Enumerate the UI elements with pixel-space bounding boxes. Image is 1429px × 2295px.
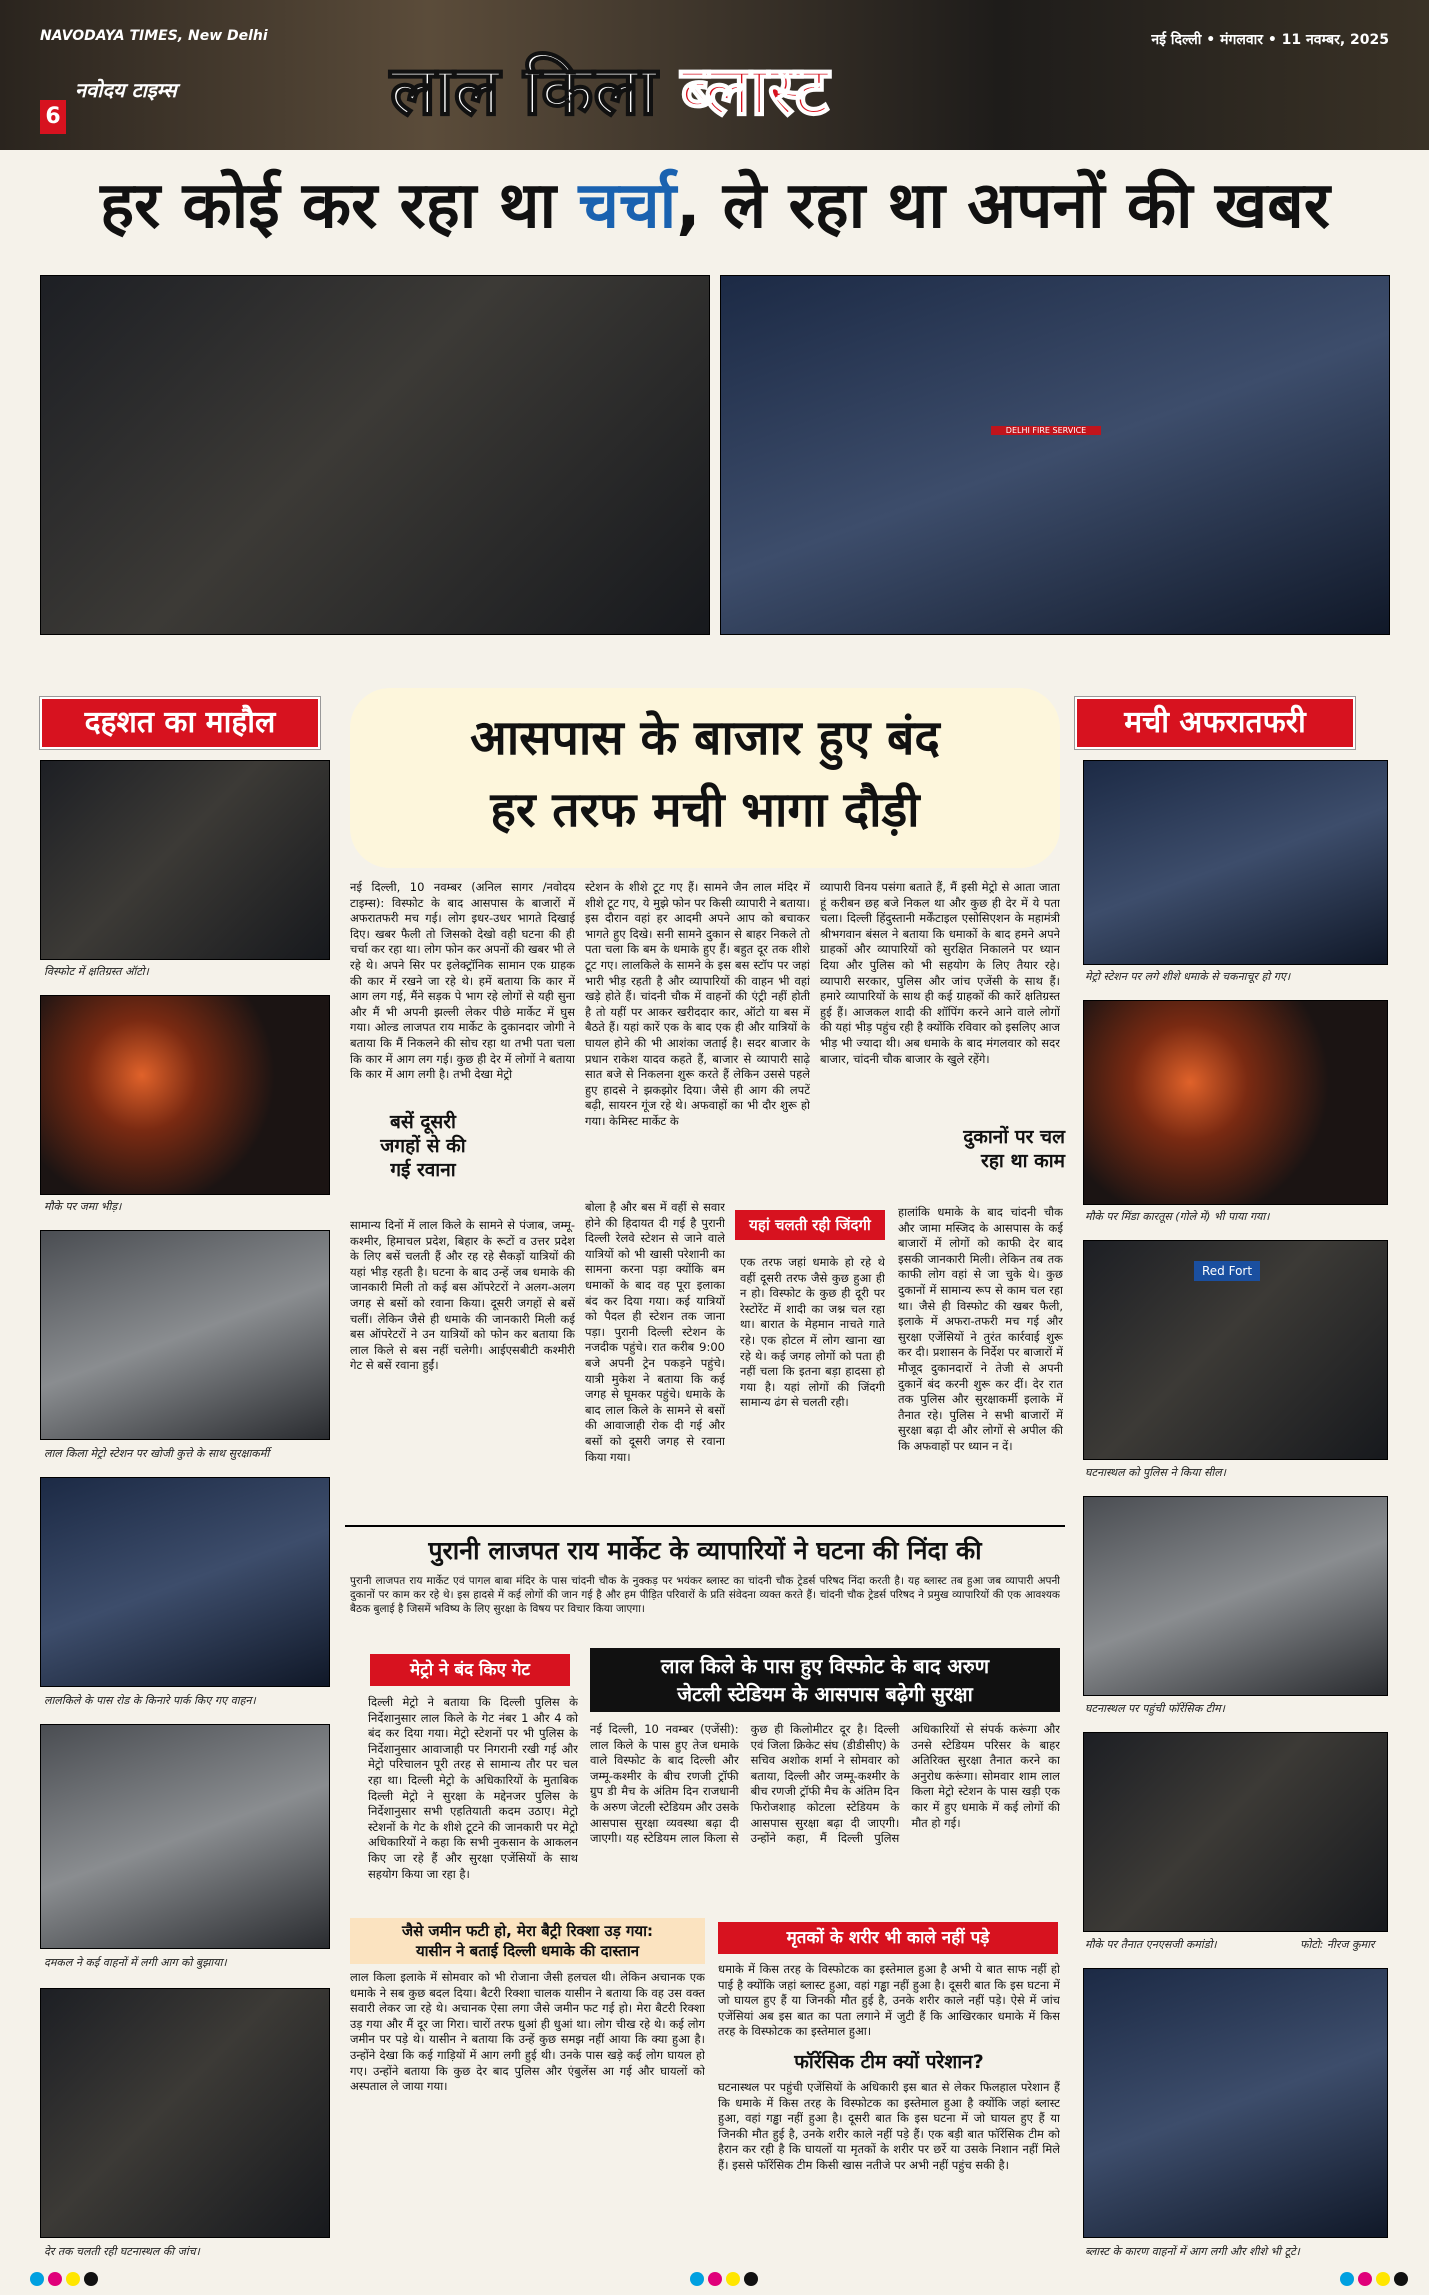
registration-dot (48, 2272, 62, 2286)
caption-right1: मेट्रो स्टेशन पर लगे शीशे धमाके से चकनाचूर हो गए। (1085, 970, 1291, 983)
caption-right3: घटनास्थल को पुलिस ने किया सील। (1085, 1466, 1226, 1479)
registration-dot (1394, 2272, 1408, 2286)
stadium-title-line2: जेटली स्टेडियम के आसपास बढ़ेगी सुरक्षा (677, 1682, 973, 1706)
registration-dot (726, 2272, 740, 2286)
caption-right5-credit: फोटो: नीरज कुमार (1300, 1938, 1375, 1951)
center-col2: स्टेशन के शीशे टूट गए हैं। सामने जैन लाल मंदिर में शीशे टूट गए, ये मुझे फोन पर किसी व्यापारी ने बताया। इस दौरान वहां हर आदमी अपने आप को बचाकर भागते हुए दिखे। सनी सामने दुकान से बाहर निकले तो पता चला कि बम के धमाके हुए हैं। बहुत दूर तक शीशे टूट गए। लालकिले के सामने के इस बस स्टॉप पर जहां भारी भीड़ रहती है और व्यापारियों की वाहन भी वहां खड़े होते हैं। चांदनी चौक में वाहनों की एंट्री नहीं होती है तो यहीं पर आकर खरीददार कार, ऑटो या बस में बैठते हैं। यहां कारें एक के बाद एक ही और यात्रियों के घायल होने की भी आशंका जताई है। सदर बाजार के प्रधान राकेश यादव कहते हैं, बाजार से व्यापारी साढ़े सात बजे से निकलना शुरू करते हैं लेकिन उससे पहले हुए हादसे ने झकझोर दिया। जैसे ही आग की लपटें बढ़ी, सायरन गूंज रहे थे। अफवाहों का भी दौर शुरू हो गया। केमिस्ट मार्केट के (585, 880, 810, 1128)
series-title (390, 52, 829, 132)
photo-fire-truck (720, 275, 1390, 635)
registration-dot (1376, 2272, 1390, 2286)
series-title-part2: ब्लास्ट (680, 52, 829, 131)
caption-right5: मौके पर तैनात एनएसजी कमांडो। (1085, 1938, 1217, 1951)
photo-metro-glass (1083, 760, 1388, 965)
headline-part2: , ले रहा था अपनों की खबर (676, 169, 1330, 243)
sub-left-title: बसें दूसरी जगहों से की गई रवाना (380, 1111, 466, 1181)
caption-right4: घटनास्थल पर पहुंची फॉरेंसिक टीम। (1085, 1702, 1225, 1715)
stadium-title (590, 1648, 1060, 1712)
registration-dot (30, 2272, 44, 2286)
caption-left1: विस्फोट में क्षतिग्रस्त ऑटो। (44, 965, 149, 978)
page-number: 6 (40, 100, 66, 134)
photo-cartridge (1083, 1000, 1388, 1205)
sub-right-text: हालांकि धमाके के बाद चांदनी चौक और जामा मस्जिद के आसपास के कई बाजारों में लोगों को काफी देर बाद इसकी जानकारी मिली। लेकिन तब तक काफी लोग वहां से जा चुके थे। कुछ दुकानों में सामान्य रूप से काम चल रहा था। जैसे ही विस्फोट की खबर फैली, इलाके में अफरा-तफरी मच गई और सुरक्षा एजेंसियों ने तुरंत कार्रवाई शुरू कर दी। प्रशासन के निर्देश पर बाजारों में मौजूद दुकानदारों ने तेजी से अपनी दुकानें बंद करनी शुरू कर दीं। देर रात तक पुलिस और सुरक्षाकर्मी इलाके में तैनात रहे। पुलिस ने सभी बाजारों में सुरक्षा बढ़ा दी और लोगों से अपील की कि अफवाहों पर ध्यान न दें। (898, 1205, 1063, 1453)
paper-name: NAVODAYA TIMES, New Delhi (40, 28, 268, 44)
photo-investigation (40, 1988, 330, 2238)
traders-text: पुरानी लाजपत राय मार्केट एवं पागल बाबा मंदिर के पास चांदनी चौक के नुक्कड़ पर भयंकर ब्लास्ट का चांदनी चौक ट्रेडर्स परिषद निंदा करती है। यह ब्लास्ट तब हुआ जब व्यापारी अपनी दुकानों पर काम कर रहे थे। इस हादसे में कई लोगों की जान गई है और हम पीड़ित परिवारों के प्रति संवेदना व्यक्त करते हैं। चांदनी चौक ट्रेडर्स परिषद ने प्रमुख व्यापारियों की एक आवश्यक बैठक बुलाई है जिसमें भविष्य के लिए सुरक्षा के विषय पर विचार किया जाएगा। (350, 1575, 1060, 1615)
label-left: दहशत का माहौल (40, 697, 320, 749)
red-fort-sign: Red Fort (1194, 1261, 1260, 1281)
forensic-text: घटनास्थल पर पहुंची एजेंसियों के अधिकारी इस बात से लेकर फिलहाल परेशान हैं कि धमाके में किस तरह के विस्फोटक का इस्तेमाल हुआ है क्योंकि जहां ब्लास्ट हुआ, वहां गड्ढा नहीं हुआ है। दूसरी बात कि इस घटना में जो घायल हुए हैं या जिनकी मौत हुई है, उनके शरीर काले नहीं पड़े हैं। एक बड़ी बात फॉरेंसिक टीम को हैरान कर रही है कि घायलों या मृतकों के शरीर पर छर्रे या उसके निशान नहीं मिले हैं। इससे फॉरेंसिक टीम किसी खास नतीजे पर अभी नहीं पहुंच सकी है। (718, 2080, 1060, 2172)
registration-dot (744, 2272, 758, 2286)
registration-dot (690, 2272, 704, 2286)
series-title-part1: लाल किला (390, 52, 658, 131)
caption-right2: मौके पर मिंडा कारतूस (गोले में) भी पाया गया। (1085, 1210, 1270, 1223)
center-headline-line2: हर तरफ मची भागा दौड़ी (490, 782, 920, 838)
logo-text: नवोदय टाइम्स (75, 78, 177, 102)
photo-damaged-auto (40, 760, 330, 960)
registration-dot (1340, 2272, 1354, 2286)
photo-burnt-cars (40, 1724, 330, 1949)
photo-nsg-commando (1083, 1732, 1388, 1932)
headline-part1: हर कोई कर रहा था (100, 169, 579, 243)
main-headline (40, 160, 1390, 252)
photo-crowd-fire (40, 995, 330, 1195)
caption-left6: देर तक चलती रही घटनास्थल की जांच। (44, 2245, 200, 2258)
center-col1: नई दिल्ली, 10 नवम्बर (अनिल सागर /नवोदय टाइम्स): विस्फोट के बाद आसपास के बाजारों में अफरातफरी मच गई। लोग इधर-उधर भागते दिखाई दिए। खबर फैली तो जिसको देखो वही घटना की ही चर्चा कर रहा था। लोग फोन कर अपनों की खबर भी ले रहे थे। अपने सिर पर इलेक्ट्रॉनिक सामान एक ग्राहक की कार में रखने जा रहे थे। हमें बताया कि कार में आग लग गई, मैंने सड़क पे भाग रहे लोगों से यही सुना और मैं भी अपनी झल्ली लेकर पीछे मार्केट में घुस गया। ओल्ड लाजपत राय मार्केट के दुकानदार जोगी ने बताया कि मैं निकलने की सोच रहा था तभी पता चला कि कार में आग लग गई। कुछ ही देर में लोगों ने बताया कि कार में आग लगी है। तभी देखा मेट्रो (350, 880, 575, 1082)
registration-dot (66, 2272, 80, 2286)
forensic-title: फॉरेंसिक टीम क्यों परेशान? (794, 2051, 984, 2073)
sub-left-text: सामान्य दिनों में लाल किले के सामने से पंजाब, जम्मू-कश्मीर, हिमाचल प्रदेश, बिहार के रूटों व उत्तर प्रदेश के लिए बसें चलती हैं और रह रहे सैकड़ों यात्रियों की यहां भीड़ रहती है। घटना के बाद उन्हें जब धमाके की जानकारी मिली तो कई बस ऑपरेटरों ने अलग-अलग जगह से बसों को रवाना किया। दूसरी जगहों से बसें चलीं। लेकिन जैसे ही धमाके की जानकारी मिली कई बस ऑपरेटरों ने उन यात्रियों को फोन कर बताया कि लाल किले से बस नहीं चलेगी। आईएसबीटी कश्मीरी गेट से बसें रवाना हुईं। (350, 1218, 575, 1373)
rickshaw-text: लाल किला इलाके में सोमवार को भी रोजाना जैसी हलचल थी। लेकिन अचानक एक धमाके ने सब कुछ बदल दिया। बैटरी रिक्शा चालक यासीन ने बताया कि वह उस वक्त सवारी लेकर जा रहे थे। अचानक ऐसा लगा जैसे जमीन फट गई हो। मेरा बैटरी रिक्शा उड़ गया और मैं दूर जा गिरा। चारों तरफ धुआं ही धुआं था। लोग चीख रहे थे। कई लोग जमीन पर पड़े थे। यासीन ने बताया कि उन्हें कुछ समझ नहीं आया कि क्या हुआ है। उन्होंने देखा कि कई गाड़ियों में आग लगी हुई थी। उनके पास खड़े कई लोग घायल हो गए। उन्होंने बताया कि कुछ देर बाद पुलिस और एंबुलेंस आ गई और घायलों को अस्पताल ले जाया गया। (350, 1970, 705, 2094)
photo-sealed-area (1083, 1240, 1388, 1460)
stadium-text: नई दिल्ली, 10 नवम्बर (एजेंसी): लाल किले के पास हुए तेज धमाके वाले विस्फोट के बाद दिल्ली और जम्मू-कश्मीर के बीच रणजी ट्रॉफी ग्रुप डी मैच के अंतिम दिन राजधानी के अरुण जेटली स्टेडियम और उसके आसपास सुरक्षा व्यवस्था बढ़ा दी जाएगी। यह स्टेडियम लाल किला से कुछ ही किलोमीटर दूर है। दिल्ली एवं जिला क्रिकेट संघ (डीडीसीए) के सचिव अशोक शर्मा ने सोमवार को बताया, दिल्ली और जम्मू-कश्मीर के बीच रणजी ट्रॉफी मैच के अंतिम दिन फिरोजशाह कोटला स्टेडियम के आसपास सुरक्षा बढ़ा दी जाएगी। उन्होंने कहा, मैं दिल्ली पुलिस अधिकारियों से संपर्क करूंगा और उनसे स्टेडियम परिसर के बाहर अतिरिक्त सुरक्षा तैनात करने का अनुरोध करूंगा। सोमवार शाम लाल किला मेट्रो स्टेशन के पास खड़ी एक कार में हुए धमाके में कई लोगों की मौत हो गई। (590, 1722, 1060, 1846)
caption-left4: लालकिले के पास रोड के किनारे पार्क किए गए वाहन। (44, 1694, 256, 1707)
caption-left2: मौके पर जमा भीड़। (44, 1200, 122, 1213)
center-headline (350, 688, 1060, 868)
date-line: नई दिल्ली • मंगलवार • 11 नवम्बर, 2025 (1151, 32, 1389, 48)
photo-forensic-team (1083, 1496, 1388, 1696)
sub-left-text2: बोला है और बस में वहीं से सवार होने की हिदायत दी गई है पुरानी दिल्ली रेलवे स्टेशन से जाने वाले यात्रियों को भी खासी परेशानी का सामना करना पड़ा क्योंकि बम धमाकों के बाद वह पूरा इलाका बंद कर दिया गया। कई यात्रियों को पैदल ही स्टेशन तक जाना पड़ा। पुरानी दिल्ली स्टेशन के नजदीक पहुंचे। रात करीब 9:00 बजे अपनी ट्रेन पकड़ने पहुंचे। यात्री मुकेश ने बताया कि कई जगह से घूमकर पहुंचे। धमाके के बाद लाल किले के सामने से बसों की आवाजाही रोक दी गई और बसों को दूसरी जगह से रवाना किया गया। (585, 1200, 725, 1464)
rickshaw-title-line1: जैसे जमीन फटी हो, मेरा बैट्री रिक्शा उड़ गया: (401, 1922, 654, 1940)
sub-mid-text: एक तरफ जहां धमाके हो रहे थे वहीं दूसरी तरफ जैसे कुछ हुआ ही न हो। विस्फोट के कुछ ही दूरी पर रेस्टोरेंट में शादी का जश्न चल रहा था। बारात के मेहमान नाचते गाते रहे। एक होटल में लोग खाना खा रहे थे। कई जगह लोगों को पता ही नहीं चला कि इतना बड़ा हादसा हो गया है। यहां लोगों की जिंदगी सामान्य ढंग से चलती रही। (740, 1255, 885, 1410)
label-right: मची अफरातफरी (1075, 697, 1355, 749)
bodies-title: मृतकों के शरीर भी काले नहीं पड़े (718, 1922, 1058, 1954)
photo-road-vehicles (40, 1477, 330, 1687)
sub-mid-title: यहां चलती रही जिंदगी (735, 1210, 885, 1240)
registration-dot (708, 2272, 722, 2286)
photo-crowd-night (40, 275, 710, 635)
metro-title: मेट्रो ने बंद किए गेट (370, 1654, 570, 1686)
registration-dot (84, 2272, 98, 2286)
rickshaw-title-line2: यासीन ने बताई दिल्ली धमाके की दास्तान (415, 1942, 640, 1960)
headline-highlight: चर्चा (578, 169, 677, 243)
photo-metro-stairs (40, 1230, 330, 1440)
stadium-title-line1: लाल किले के पास हुए विस्फोट के बाद अरुण (660, 1654, 990, 1678)
center-col3: व्यापारी विनय पसंगा बताते हैं, मैं इसी मेट्रो से आता जाता हूं करीबन छह बजे निकल था और कुछ ही देर में ये पता चला। दिल्ली हिंदुस्तानी मर्केंटाइल एसोसिएशन के महामंत्री श्रीभगवान बंसल ने बताया कि धमाकों के बाद हमने अपने ग्राहकों और व्यापारियों को सुरक्षित निकालने पर ध्यान दिया और पुलिस को भी सहयोग के लिए तैयार रहे। व्यापारी सरकार, पुलिस और जांच एजेंसी के साथ हैं। हमारे व्यापारियों के साथ ही कई ग्राहकों की कारें क्षतिग्रस्त हुई हैं। आजकल शादी की शॉपिंग करने आने वाले लोगों की यहां भीड़ पहुंच रही है क्योंकि रविवार को इसलिए आज भीड़ भी ज्यादा थी। अब धमाके के बाद मंगलवार को सदर बाजार, चांदनी चौक बाजार के खुले रहेंगे। (820, 880, 1060, 1066)
bodies-text: धमाके में किस तरह के विस्फोटक का इस्तेमाल हुआ है अभी ये बात साफ नहीं हो पाई है क्योंकि जहां ब्लास्ट हुआ, वहां गड्ढा नहीं हुआ है। दूसरी बात कि इस घटना में जो घायल हुए हैं या जिनकी मौत हुई है, उनके शरीर काले नहीं पड़े। ऐसे में जांच एजेंसियां अब इस बात का पता लगाने में जुटी हैं कि आखिरकार धमाके में किस तरह के विस्फोटक का इस्तेमाल हुआ। (718, 1962, 1060, 2039)
caption-left5: दमकल ने कई वाहनों में लगी आग को बुझाया। (44, 1956, 227, 1969)
photo-damaged-vehicles (1083, 1968, 1388, 2238)
caption-right6: ब्लास्ट के कारण वाहनों में आग लगी और शीशे भी टूटे। (1085, 2245, 1300, 2258)
registration-dot (1358, 2272, 1372, 2286)
traders-rule (345, 1525, 1065, 1527)
center-headline-line1: आसपास के बाजार हुए बंद (470, 710, 940, 766)
traders-title: पुरानी लाजपत राय मार्केट के व्यापारियों ने घटना की निंदा की (428, 1536, 982, 1565)
fire-truck-label: DELHI FIRE SERVICE (991, 426, 1101, 435)
sub-right-title: दुकानों पर चल रहा था काम (963, 1126, 1065, 1172)
metro-text: दिल्ली मेट्रो ने बताया कि दिल्ली पुलिस के निर्देशानुसार लाल किले के गेट नंबर 1 और 4 को बंद कर दिया गया। मेट्रो स्टेशनों पर भी पुलिस के निर्देशानुसार आवाजाही पर निगरानी रखी गई और मेट्रो परिचालन पूरी तरह से सामान्य तौर पर चल रहा था। दिल्ली मेट्रो के अधिकारियों के मुताबिक दिल्ली मेट्रो ने सुरक्षा के मद्देनजर पुलिस के निर्देशानुसार सभी एहतियाती कदम उठाए। मेट्रो स्टेशनों के गेट के शीशे टूटने की जानकारी पर मेट्रो अधिकारियों ने कहा कि सभी नुकसान के आकलन किए जा रहे हैं और सुरक्षा एजेंसियों के साथ सहयोग किया जा रहा है। (368, 1695, 578, 1881)
rickshaw-title (350, 1918, 705, 1964)
caption-left3: लाल किला मेट्रो स्टेशन पर खोजी कुत्ते के साथ सुरक्षाकर्मी (44, 1447, 270, 1460)
